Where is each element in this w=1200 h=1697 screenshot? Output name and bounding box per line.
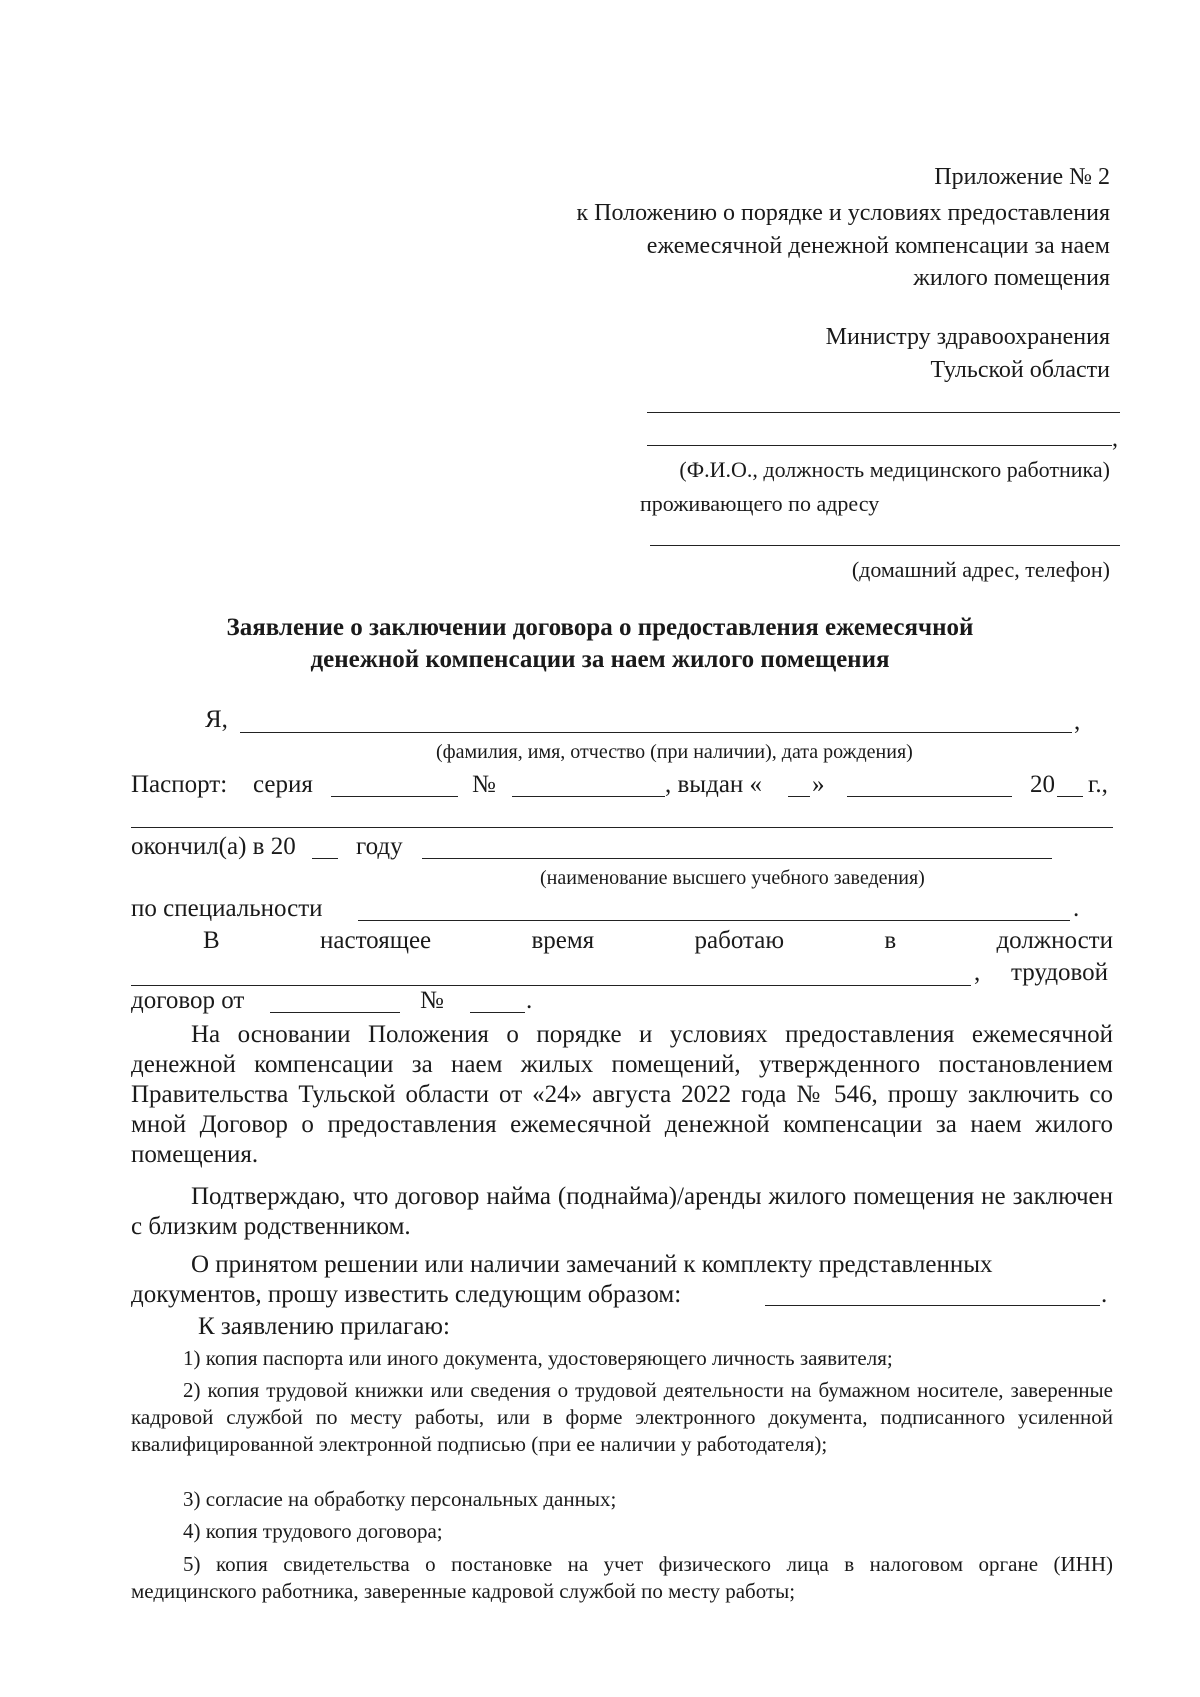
attachment-item: 1) копия паспорта или иного документа, удостоверяющего личность заявителя;	[183, 1346, 893, 1370]
applicant-hint: (Ф.И.О., должность медицинского работника)	[679, 457, 1110, 482]
labor-word: трудовой	[1011, 959, 1109, 986]
university-hint: (наименование высшего учебного заведения)	[540, 867, 925, 889]
applicant-blank-2[interactable]	[647, 445, 1112, 446]
passport-label: Паспорт:	[131, 771, 228, 798]
appendix-title: Приложение № 2	[934, 164, 1110, 190]
year-prefix: 20	[1030, 771, 1055, 798]
passport-extra-blank[interactable]	[131, 827, 1113, 828]
university-blank[interactable]	[422, 858, 1052, 859]
issued-label: , выдан «	[665, 771, 763, 798]
passport-series-blank[interactable]	[331, 796, 458, 797]
name-comma: ,	[1074, 708, 1081, 735]
issued-day-blank[interactable]	[788, 796, 810, 797]
basis-paragraph: На основании Положения о порядке и условиях предоставления ежемесячной денежной компенсации за наем жилых помещений, утвержденного постановлением Правительства Тульской области от «24» августа 2022 года № 546, прошу заключить со мной Договор о предоставления ежемесячной денежной компенсации за наем жилого помещения.	[131, 1021, 1113, 1168]
position-word: работаю	[694, 927, 784, 954]
i-label: Я,	[205, 706, 228, 733]
doc-title-line-1: Заявление о заключении договора о предоставления ежемесячной	[226, 614, 974, 641]
attach-intro: К заявлению прилагаю:	[198, 1313, 450, 1340]
specialty-blank[interactable]	[358, 920, 1070, 921]
series-label: серия	[253, 771, 313, 798]
addressee-line-2: Тульской области	[930, 357, 1110, 383]
contract-number-sign: №	[420, 987, 444, 1014]
position-blank[interactable]	[131, 985, 971, 986]
attachment-item: 3) согласие на обработку персональных данных;	[183, 1487, 617, 1511]
year-word: году	[356, 833, 403, 860]
position-word: в	[884, 927, 897, 954]
appendix-ref-line-1: к Положению о порядке и условиях предоставления	[576, 200, 1110, 226]
year-suffix: г.,	[1088, 771, 1108, 798]
residing-label: проживающего по адресу	[640, 491, 880, 516]
full-name-blank[interactable]	[240, 732, 1072, 733]
notify-period: .	[1101, 1281, 1108, 1308]
address-blank[interactable]	[650, 545, 1120, 546]
addressee-line-1: Министру здравоохранения	[825, 324, 1110, 350]
position-word: настоящее	[320, 927, 432, 954]
applicant-comma: ,	[1112, 426, 1118, 452]
graduation-year-blank[interactable]	[312, 858, 338, 859]
position-word: должности	[996, 927, 1113, 954]
issued-year-blank[interactable]	[1057, 796, 1083, 797]
issued-close: »	[812, 771, 825, 798]
attachment-item: 4) копия трудового договора;	[183, 1519, 443, 1543]
confirm-paragraph: Подтверждаю, что договор найма (поднайма)/аренды жилого помещения не заключен с близким родственником.	[131, 1183, 1113, 1240]
appendix-ref-line-2: ежемесячной денежной компенсации за наем	[646, 233, 1110, 259]
applicant-blank-1[interactable]	[647, 412, 1120, 413]
attachment-item: 2) копия трудовой книжки или сведения о трудовой деятельности на бумажном носителе, заверенные кадровой службой по месту работы, или в форме электронного документа, подписанного усиленной квалифицированной электронной подписью (при ее наличии у работодателя);	[131, 1378, 1113, 1456]
contract-label: договор от	[131, 987, 245, 1014]
doc-title-line-2: денежной компенсации за наем жилого помещения	[310, 646, 890, 673]
passport-number-blank[interactable]	[512, 796, 665, 797]
number-sign: №	[472, 771, 496, 798]
contract-date-blank[interactable]	[270, 1012, 400, 1013]
contract-number-blank[interactable]	[470, 1012, 525, 1013]
graduated-label: окончил(а) в 20	[131, 833, 296, 860]
contract-period: .	[526, 987, 533, 1014]
address-hint: (домашний адрес, телефон)	[851, 557, 1110, 582]
appendix-ref-line-3: жилого помещения	[913, 265, 1110, 291]
position-word: время	[531, 927, 595, 954]
notify-method-blank[interactable]	[765, 1305, 1100, 1306]
position-word: В	[203, 927, 220, 954]
specialty-period: .	[1073, 895, 1080, 922]
attachment-item: 5) копия свидетельства о постановке на учет физического лица в налоговом органе (ИНН) медицинского работника, заверенные кадровой службой по месту работы;	[131, 1552, 1113, 1603]
issued-by-blank[interactable]	[847, 796, 1012, 797]
current-position-line	[131, 926, 1113, 956]
specialty-label: по специальности	[131, 895, 323, 922]
name-hint: (фамилия, имя, отчество (при наличии), дата рождения)	[436, 741, 913, 763]
position-comma: ,	[974, 959, 981, 986]
notify-paragraph: О принятом решении или наличии замечаний к комплекту представленных документов, прошу известить следующим образом:	[131, 1251, 993, 1308]
